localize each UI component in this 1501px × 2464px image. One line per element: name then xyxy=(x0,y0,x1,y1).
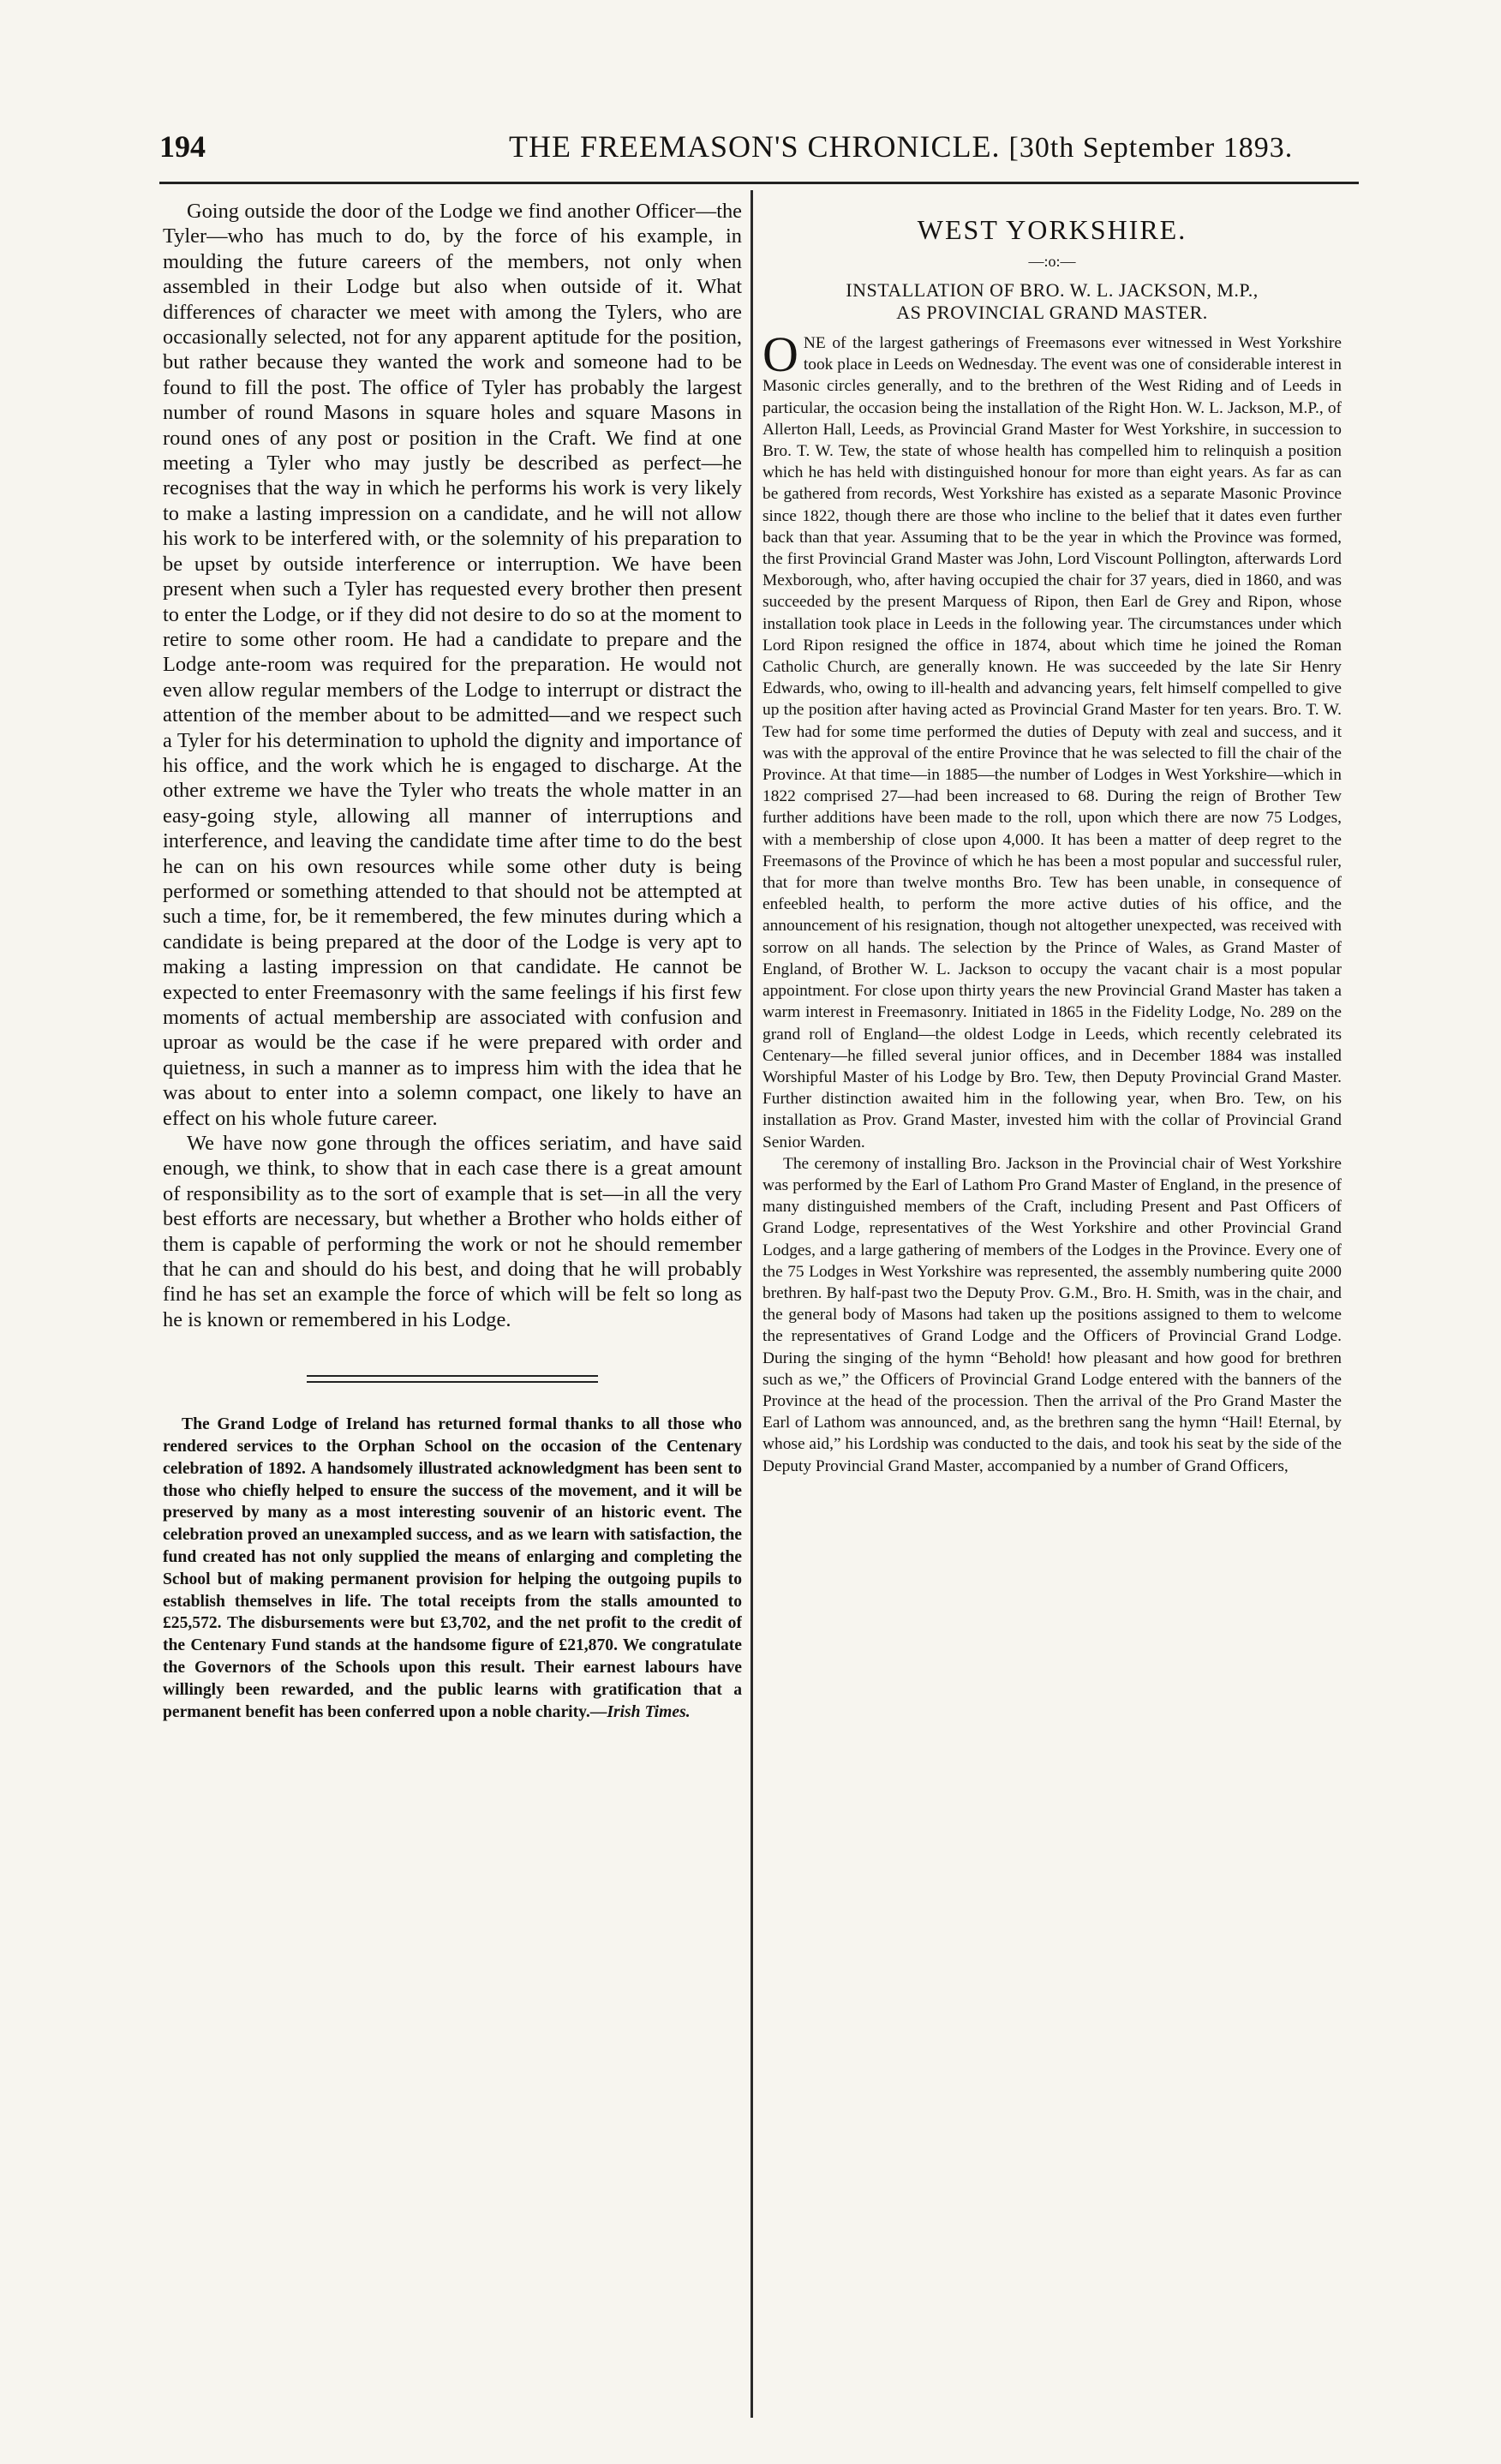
article-paragraph xyxy=(762,326,1342,1153)
section-title: WEST YORKSHIRE. xyxy=(917,214,1187,245)
article-text: NE of the largest gatherings of Freemasons ever witnessed in West Yorkshire took place in Leeds on Wednesday. The event was one of considerable interest in Masonic circles generally, and to the brethren of the West Riding and of Leeds in particular, the occasion being the installation of the Right Hon. W. L. Jackson, M.P., of Allerton Hall, Leeds, as Provincial Grand Master for West Yorkshire, in succession to Bro. T. W. Tew, the state of whose health has compelled him to relinquish a position which he has held with distinguished honour for more than eight years. As far as can be gathered from records, West Yorkshire has existed as a separate Masonic Province since 1822, though there are those who incline to the belief that it dates even further back than that year. Assuming that to be the year in which the Province was formed, the first Provincial Grand Master was John, Lord Viscount Pollington, afterwards Lord Mexborough, who, after having occupied the chair for 37 years, died in 1860, and was succeeded by the present Marquess of Ripon, then Earl de Grey and Ripon, whose installation took place in Leeds in the following year. The circumstances under which Lord Ripon resigned the office in 1874, about which time he joined the Roman Catholic Church, are generally known. He was succeeded by the late Sir Henry Edwards, who, owing to ill-health and advancing years, felt himself compelled to give up the position after having acted as Provincial Grand Master for ten years. Bro. T. W. Tew had for some time performed the duties of Deputy with zeal and success, and it was with the approval of the entire Province that he was selected to fill the chair of the Province. At that time—in 1885—the number of Lodges in West Yorkshire—which in 1822 comprised 27—had been increased to 68. During the reign of Brother Tew further additions have been made to the roll, upon which there are now 75 Lodges, with a membership of close upon 4,000. It has been a matter of deep regret to the Freemasons of the Province of which he has been a most popular and successful ruler, that for more than twelve months Bro. Tew has been unable, in consequence of enfeebled health, to perform the more active duties of his office, and the announcement of his resignation, though not altogether unexpected, was received with sorrow on all hands. The selection by the Prince of Wales, as Grand Master of England, of Brother W. L. Jackson to occupy the vacant chair is a most popular appointment. For close upon thirty years the new Provincial Grand Master has taken a warm interest in Freemasonry. Initiated in 1865 in the Fidelity Lodge, No. 289 on the grand roll of England—the oldest Lodge in Leeds, which recently celebrated its Centenary—he filled several junior offices, and in December 1884 was installed Worshipful Master of his Lodge by Bro. Tew, then Deputy Provincial Grand Master. Further distinction awaited him in the following year, when Bro. Tew, on his installation as Prov. Grand Master, invested him with the collar of Provincial Grand Senior Warden. xyxy=(762,334,1342,1151)
subtitle-line: INSTALLATION OF BRO. W. L. JACKSON, M.P., xyxy=(846,279,1259,301)
right-column xyxy=(762,199,1342,2418)
subtitle-line: AS PROVINCIAL GRAND MASTER. xyxy=(896,302,1208,323)
column-divider xyxy=(750,190,753,2418)
drop-cap: O xyxy=(762,326,798,382)
section-ornament: —:o:— xyxy=(1028,253,1076,270)
running-title xyxy=(509,129,1293,164)
article-paragraph: The ceremony of installing Bro. Jackson in the Provincial chair of West Yorkshire was performed by the Earl of Lathom Pro Grand Master of England, in the presence of many distinguished members of the Craft, including Present and Past Officers of Grand Lodge, representatives of the West Yorkshire and other Provincial Grand Lodges, and a large gathering of members of the Lodges in the Province. Every one of the 75 Lodges in West Yorkshire was represented, the assembly numbering quite 2000 brethren. By half-past two the Deputy Prov. G.M., Bro. H. Smith, was in the chair, and the general body of Masons had taken up the positions assigned to them to welcome the representatives of Grand Lodge and the Officers of Provincial Grand Lodge. During the singing of the hymn “Behold! how pleasant and how good for brethren such as we,” the Officers of Provincial Grand Lodge entered with the banners of the Province at the head of the procession. Then the arrival of the Pro Grand Master the Earl of Lathom was announced, and, as the brethren sang the hymn “Hail! Eternal, by whose aid,” his Lordship was conducted to the dais, and took his seat by the side of the Deputy Provincial Grand Master, accompanied by a number of Grand Officers, xyxy=(762,1154,1342,1475)
header-rule xyxy=(159,182,1359,184)
left-column xyxy=(163,199,742,2418)
masthead xyxy=(159,129,1359,182)
issue-date: [30th September 1893. xyxy=(1008,132,1294,164)
page-number: 194 xyxy=(159,129,206,164)
article-paragraph: Going outside the door of the Lodge we find another Officer—the Tyler—who has much to do, by the force of his example, in moulding the future careers of the members, not only when assembled in their Lodge but also when outside of it. What differences of character we meet with among the Tylers, who are occasionally selected, not for any apparent aptitude for the position, but rather because they wanted the work and someone had to be found to fill the post. The office of Tyler has probably the largest number of round Masons in square holes and square Masons in round ones of any post or position in the Craft. We find at one meeting a Tyler who may justly be described as perfect—he recognises that the way in which he performs his work is very likely to make a lasting impression on a candidate, and he will not allow his work to be interfered with, or the solemnity of his preparation to be upset by outside interference or interruption. We have been present when such a Tyler has requested every brother then present to enter the Lodge, or if they did not desire to do so at the moment to retire to some other room. He had a candidate to prepare and the Lodge ante-room was required for the preparation. He would not even allow regular members of the Lodge to interrupt or distract the attention of the member about to be admitted—and we respect such a Tyler for his determination to uphold the dignity and importance of his office, and the work which he is engaged to discharge. At the other extreme we have the Tyler who treats the whole matter in an easy-going style, allowing all manner of interruptions and interference, and leaving the candidate time after time to do the best he can on his own resources while some other duty is being performed or something attended to that should not be attempted at such a time, for, be it remembered, the few minutes during which a candidate is being prepared at the door of the Lodge is very apt to making a lasting impression on that candidate. He cannot be expected to enter Freemasonry with the same feelings if his first few moments of actual membership are associated with confusion and uproar as would be the case if he were prepared with order and quietness, in such a manner as to impress him with the idea that he was about to enter into a solemn compact, one likely to have an effect on his whole future career. xyxy=(163,200,742,1130)
news-note-text: The Grand Lodge of Ireland has returned formal thanks to all those who rendered services to the Orphan School on the occasion of the Centenary celebration of 1892. A handsomely illustrated acknowledgment has been sent to those who chiefly helped to ensure the success of the movement, and it will be preserved by many as a most interesting souvenir of an historic event. The celebration proved an unexampled success, and as we learn with satisfaction, the fund created has not only supplied the means of enlarging and completing the School but of making permanent provision for helping the outgoing pupils to establish themselves in life. The total receipts from the stalls amounted to £25,572. The disbursements were but £3,702, and the net profit to the credit of the Centenary Fund stands at the handsome figure of £21,870. We congratulate the Governors of the Schools upon this result. Their earnest labours have willingly been rewarded, and the public learns with gratification that a permanent benefit has been conferred upon a noble charity.— xyxy=(163,1415,742,1721)
publication-title: THE FREEMASON'S CHRONICLE. xyxy=(509,129,1001,164)
section-separator xyxy=(307,1375,598,1383)
news-note-citation: Irish Times. xyxy=(607,1702,691,1721)
section-subtitle xyxy=(762,279,1342,324)
news-note xyxy=(163,1414,742,1723)
article-paragraph: We have now gone through the offices seriatim, and have said enough, we think, to show that in each case there is a great amount of responsibility as to the sort of example that is set—in all the very best efforts are necessary, but whether a Brother who holds either of them is capable of performing the work or not he should remember that he can and should do his best, and doing that he will probably find he has set an example the force of which will be felt so long as he is known or remembered in his Lodge. xyxy=(163,1132,742,1331)
